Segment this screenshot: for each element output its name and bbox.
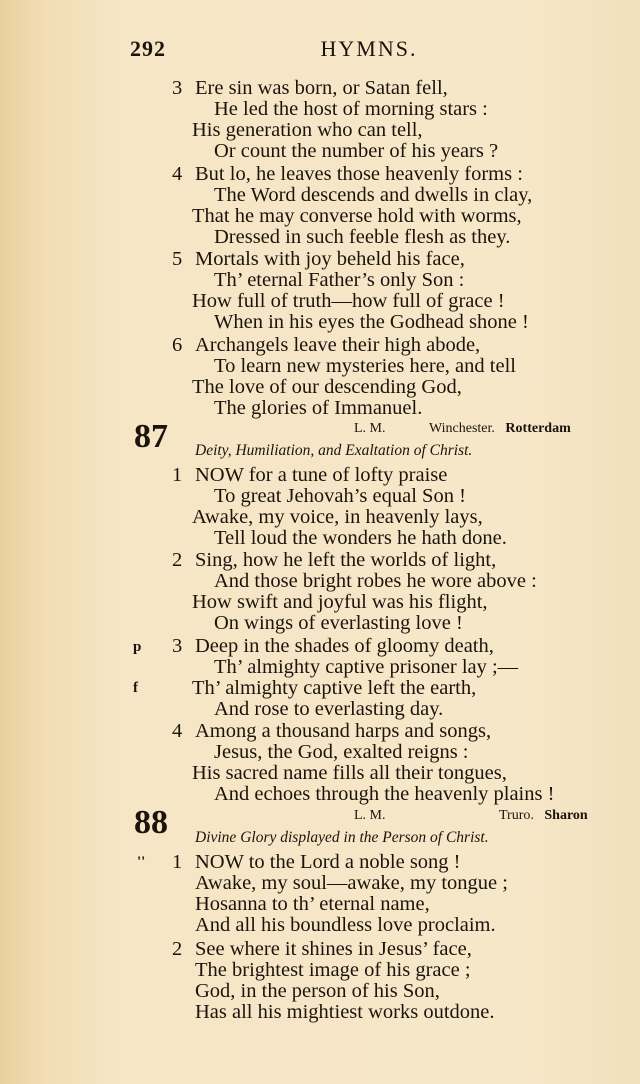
verse-line: But lo, he leaves those heavenly forms : xyxy=(195,163,523,185)
tune-names xyxy=(499,807,588,825)
verse-line: Dressed in such feeble flesh as they. xyxy=(214,226,511,248)
verse-line: Th’ almighty captive prisoner lay ;— xyxy=(214,656,519,678)
verse-line: NOW to the Lord a noble song ! xyxy=(195,851,461,873)
hymn-meter: L. M. xyxy=(354,421,386,436)
verse-line: His sacred name fills all their tongues, xyxy=(192,762,507,784)
verse-line: Th’ almighty captive left the earth, xyxy=(192,677,477,699)
dynamic-marking: p xyxy=(133,639,142,655)
page-header xyxy=(0,36,640,66)
verse-number: 4 xyxy=(172,720,183,742)
verse-line: Awake, my soul—awake, my tongue ; xyxy=(195,872,508,894)
hymn-number: 88 xyxy=(134,804,168,841)
verse-line: See where it shines in Jesus’ face, xyxy=(195,938,472,960)
verse-line: Jesus, the God, exalted reigns : xyxy=(214,741,469,763)
verse-number: 3 xyxy=(172,77,183,99)
verse-line: Awake, my voice, in heavenly lays, xyxy=(192,506,483,528)
verse-line: And those bright robes he wore above : xyxy=(214,570,537,592)
verse-number: 1 xyxy=(172,851,183,873)
dynamic-marking: '' xyxy=(137,854,146,870)
tune-name: Winchester. xyxy=(429,421,495,436)
verse-line: And rose to everlasting day. xyxy=(214,698,444,720)
verse-line: When in his eyes the Godhead shone ! xyxy=(214,311,529,333)
verse-line: Sing, how he left the worlds of light, xyxy=(195,549,497,571)
running-title: HYMNS. xyxy=(320,36,418,61)
verse-number: 6 xyxy=(172,334,183,356)
verse-line: God, in the person of his Son, xyxy=(195,980,440,1002)
verse-number: 4 xyxy=(172,163,183,185)
verse-line: The Word descends and dwells in clay, xyxy=(214,184,533,206)
verse-line: The love of our descending God, xyxy=(192,376,462,398)
verse-line: Or count the number of his years ? xyxy=(214,140,499,162)
tune-names xyxy=(429,420,571,438)
verse-line: Th’ eternal Father’s only Son : xyxy=(214,269,465,291)
verse-line: Tell loud the wonders he hath done. xyxy=(214,527,507,549)
hymn-number: 87 xyxy=(134,418,168,455)
verse-line: Hosanna to th’ eternal name, xyxy=(195,893,430,915)
verse-line: And all his boundless love proclaim. xyxy=(195,914,496,936)
verse-line: Mortals with joy beheld his face, xyxy=(195,248,465,270)
verse-line: That he may converse hold with worms, xyxy=(192,205,522,227)
hymn-subtitle: Deity, Humiliation, and Exaltation of Christ. xyxy=(195,442,473,459)
verse-line: On wings of everlasting love ! xyxy=(214,612,463,634)
verse-line: To great Jehovah’s equal Son ! xyxy=(214,485,466,507)
verse-line: And echoes through the heavenly plains ! xyxy=(214,783,555,805)
tune-name: Sharon xyxy=(544,808,588,823)
verse-number: 1 xyxy=(172,464,183,486)
verse-line: Archangels leave their high abode, xyxy=(195,334,481,356)
verse-line: The brightest image of his grace ; xyxy=(195,959,471,981)
verse-line: He led the host of morning stars : xyxy=(214,98,488,120)
verse-line: Ere sin was born, or Satan fell, xyxy=(195,77,448,99)
hymn-subtitle: Divine Glory displayed in the Person of Christ. xyxy=(195,829,489,846)
verse-line: Has all his mightiest works outdone. xyxy=(195,1001,495,1023)
verse-line: Deep in the shades of gloomy death, xyxy=(195,635,494,657)
tune-name: Truro. xyxy=(499,808,534,823)
verse-line: Among a thousand harps and songs, xyxy=(195,720,492,742)
verse-number: 2 xyxy=(172,938,183,960)
verse-line: How full of truth—how full of grace ! xyxy=(192,290,505,312)
verse-line: How swift and joyful was his flight, xyxy=(192,591,488,613)
hymn-meter: L. M. xyxy=(354,808,386,823)
verse-line: His generation who can tell, xyxy=(192,119,423,141)
verse-line: To learn new mysteries here, and tell xyxy=(214,355,516,377)
dynamic-marking: f xyxy=(133,680,138,696)
verse-line: NOW for a tune of lofty praise xyxy=(195,464,448,486)
verse-number: 5 xyxy=(172,248,183,270)
verse-number: 3 xyxy=(172,635,183,657)
verse-line: The glories of Immanuel. xyxy=(214,397,423,419)
verse-number: 2 xyxy=(172,549,183,571)
tune-name: Rotterdam xyxy=(505,421,571,436)
page-number: 292 xyxy=(130,36,166,61)
